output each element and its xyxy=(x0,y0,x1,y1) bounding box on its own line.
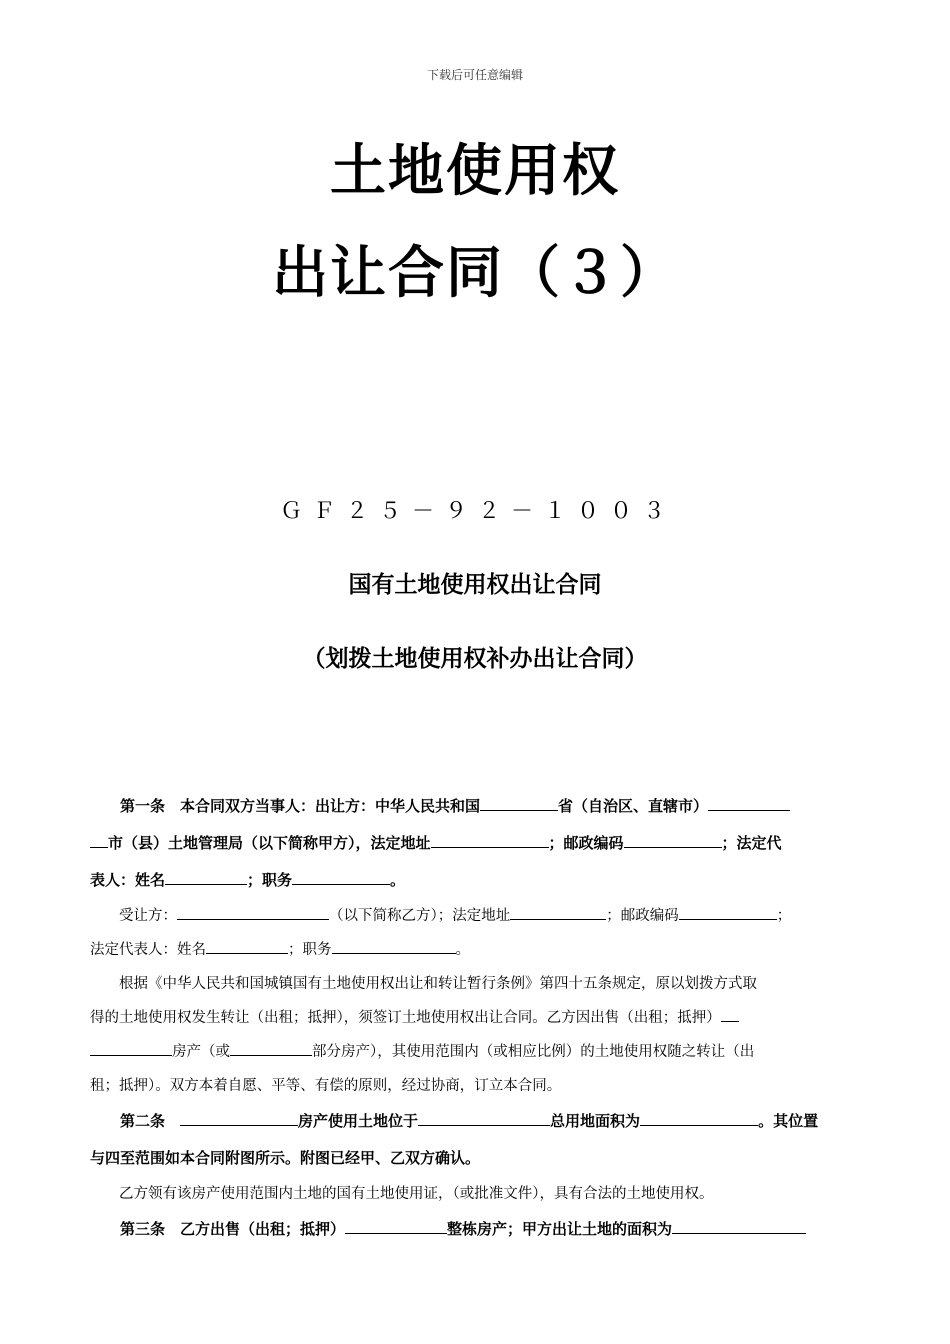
blank-city-1[interactable] xyxy=(708,796,790,811)
blank-property-name[interactable] xyxy=(180,1111,298,1126)
clause-2-line-1: 第二条 房产使用土地位于 总用地面积为 。其位置 xyxy=(120,1112,819,1130)
blank-name-a[interactable] xyxy=(165,870,247,885)
blank-legal-address-b[interactable] xyxy=(510,905,606,920)
assignee-line-2: 法定代表人：姓名 ；职务 。 xyxy=(90,933,860,967)
document-title-line2: 出让合同（３） xyxy=(272,241,678,306)
document-title-line1: 土地使用权 xyxy=(330,139,620,204)
blank-province[interactable] xyxy=(480,796,558,811)
basis-line-2: 得的土地使用权发生转让（出租；抵押），须签订土地使用权出让合同。乙方因出售（出租；抵押） xyxy=(90,1001,860,1035)
basis-line-3: 房产（或 部分房产），其使用范围内（或相应比例）的土地使用权随之转让（出 xyxy=(90,1035,860,1069)
certificate-line: 乙方领有该房产使用范围内土地的国有土地使用证，（或批准文件），具有合法的土地使用权。 xyxy=(119,1186,714,1202)
blank-assignee[interactable] xyxy=(177,905,329,920)
clause-3-line-1: 第三条 乙方出售（出租；抵押） 整栋房产；甲方出让土地的面积为 xyxy=(90,1211,860,1248)
clause-1-line-3: 表人：姓名 ；职务 。 xyxy=(90,871,406,889)
clause-1-line-1: 第一条 本合同双方当事人：出让方：中华人民共和国 省（自治区、直辖市） xyxy=(90,788,860,825)
blank-city-2[interactable] xyxy=(90,833,108,848)
blank-property-b[interactable] xyxy=(90,1041,172,1056)
header-note: 下载后可任意编辑 xyxy=(426,68,523,82)
blank-partial-property[interactable] xyxy=(230,1041,312,1056)
blank-total-area[interactable] xyxy=(640,1111,758,1126)
basis-line-4: 租；抵押）。双方本着自愿、平等、有偿的原则，经过协商，订立本合同。 xyxy=(90,1078,562,1094)
contract-code: ＧＦ２５－９２－１００３ xyxy=(279,499,676,524)
blank-location[interactable] xyxy=(418,1111,550,1126)
blank-postcode-a[interactable] xyxy=(624,833,722,848)
blank-postcode-b[interactable] xyxy=(679,905,777,920)
basis-line-1: 根据《中华人民共和国城镇国有土地使用权出让和转让暂行条例》第四十五条规定，原以划拨方式取 xyxy=(119,976,757,992)
blank-property-a[interactable] xyxy=(721,1007,739,1022)
blank-building[interactable] xyxy=(345,1219,447,1234)
contract-body xyxy=(90,788,860,1248)
contract-subtitle: 国有土地使用权出让合同 xyxy=(348,572,602,598)
clause-1-line-2: 市（县）土地管理局（以下简称甲方），法定地址 ；邮政编码 ；法定代 xyxy=(90,825,860,862)
clause-2-line-2: 与四至范围如本合同附图所示。附图已经甲、乙双方确认。 xyxy=(90,1149,481,1167)
assignee-line-1: 受让方： （以下简称乙方）；法定地址 ；邮政编码 ； xyxy=(90,899,860,933)
contract-subtitle-note: （划拨土地使用权补办出让合同） xyxy=(302,646,648,672)
blank-transfer-area[interactable] xyxy=(672,1219,806,1234)
blank-title-a[interactable] xyxy=(292,870,390,885)
blank-title-b[interactable] xyxy=(332,939,456,954)
blank-name-b[interactable] xyxy=(206,939,288,954)
blank-legal-address-a[interactable] xyxy=(431,833,549,848)
